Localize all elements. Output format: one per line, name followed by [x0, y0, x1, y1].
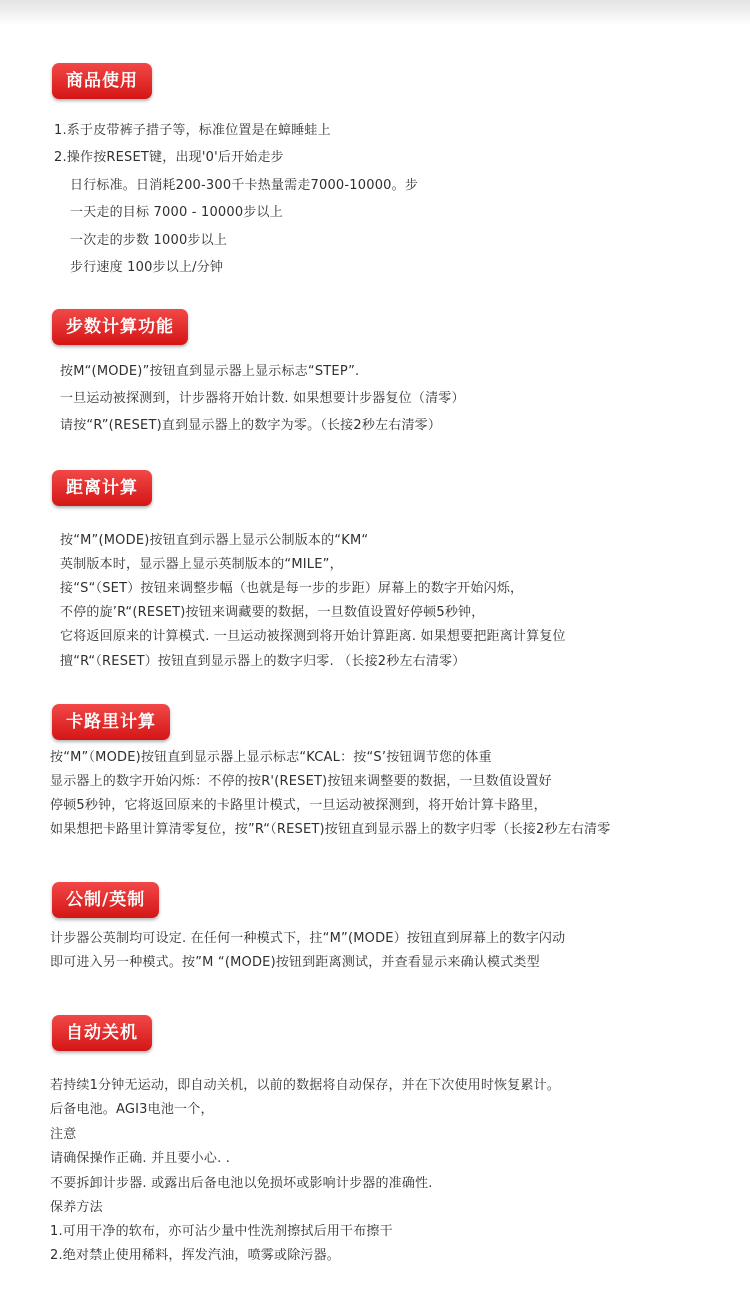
- text-line: 2.绝对禁止使用稀料，挥发汽油，喷雾或除污器。: [50, 1248, 341, 1263]
- text-line: 计步器公英制均可设定. 在任何一种模式下，拄“M”(MODE）按钮直到屏幕上的数字闪动: [50, 931, 566, 946]
- text-line: 保养方法: [50, 1200, 103, 1215]
- text-line: 它将返回原来的计算模式. 一旦运动被探测到将开始计算距离. 如果想要把距离计算复位: [60, 629, 566, 644]
- text-line: 注意: [50, 1127, 77, 1142]
- text-line: 按M“(MODE)”按钮直到显示器上显示标志“STEP”.: [60, 364, 360, 379]
- text-line: 2.操作按RESET键，出现'0'后开始走步: [54, 150, 284, 165]
- text-line: 按“M”(MODE)按钮直到示器上显示公制版本的“KM“: [60, 533, 369, 548]
- text-line: 请按“R”(RESET)直到显示器上的数字为零。（长接2秒左右清零）: [60, 418, 442, 433]
- text-line: 即可进入另一种模式。按”M “(MODE)按钮到距离测试，并查看显示来确认模式类型: [50, 955, 540, 970]
- text-line: 一天走的目标 7000 - 10000步以上: [70, 205, 283, 220]
- text-line: 不停的旋’R“(RESET)按钮来调藏要的数据，一旦数值设置好停顿5秒钟，: [60, 605, 485, 620]
- text-line: 1.可用干净的软布，亦可沾少量中性洗剂擦拭后用干布擦干: [50, 1224, 393, 1239]
- text-line: 不要拆卸计步器. 或露出后备电池以免损坏或影响计步器的准确性.: [50, 1176, 433, 1191]
- text-line: 停顿5秒钟，它将返回原来的卡路里计模式，一旦运动被探测到，将开始计算卡路里，: [50, 798, 547, 813]
- text-line: 若持续1分钟无运动，即自动关机，以前的数据将自动保存，并在下次使用时恢复累计。: [50, 1078, 561, 1093]
- text-line: 请确保操作正确. 并且要小心. .: [50, 1151, 231, 1166]
- text-line: 后备电池。AGI3电池一个，: [50, 1102, 214, 1117]
- text-line: 擅“R“（RESET）按钮直到显示器上的数字归零. （长接2秒左右清零）: [60, 654, 466, 669]
- section-heading-calories: 卡路里计算: [52, 704, 170, 740]
- section-heading-distance: 距离计算: [52, 470, 152, 506]
- top-shadow: [0, 0, 750, 26]
- text-line: 步行速度 100步以上/分钟: [70, 260, 224, 275]
- text-line: 日行标准。日消耗200-300千卡热量需走7000-10000。步: [70, 178, 419, 193]
- text-line: 一旦运动被探测到，计步器将开始计数. 如果想要计步器复位（清零）: [60, 391, 465, 406]
- section-heading-auto-shutdown: 自动关机: [52, 1015, 152, 1051]
- text-line: 显示器上的数字开始闪烁：不停的按R'(RESET)按钮来调整要的数据，一旦数值设置好: [50, 774, 552, 789]
- text-line: 1.系于皮带裤子措子等，标准位置是在蟑睡蛙上: [54, 123, 331, 138]
- section-heading-product-usage: 商品使用: [52, 63, 152, 99]
- text-line: 按“M”（MODE)按钮直到显示器上显示标志“KCAL：按“S’按钮调节您的体重: [50, 750, 492, 765]
- text-line: 如果想把卡路里计算清零复位，按”R“（RESET)按钮直到显示器上的数字归零（长接2秒左右清零: [50, 822, 611, 837]
- section-heading-step-count: 步数计算功能: [52, 309, 188, 345]
- text-line: 接“S“（SET）按钮来调整步幅（也就是每一步的步距）屏幕上的数字开始闪烁，: [60, 581, 524, 596]
- section-heading-metric-imperial: 公制/英制: [52, 882, 159, 918]
- text-line: 英制版本时，显示器上显示英制版本的“MILE”，: [60, 557, 343, 572]
- text-line: 一次走的步数 1000步以上: [70, 233, 228, 248]
